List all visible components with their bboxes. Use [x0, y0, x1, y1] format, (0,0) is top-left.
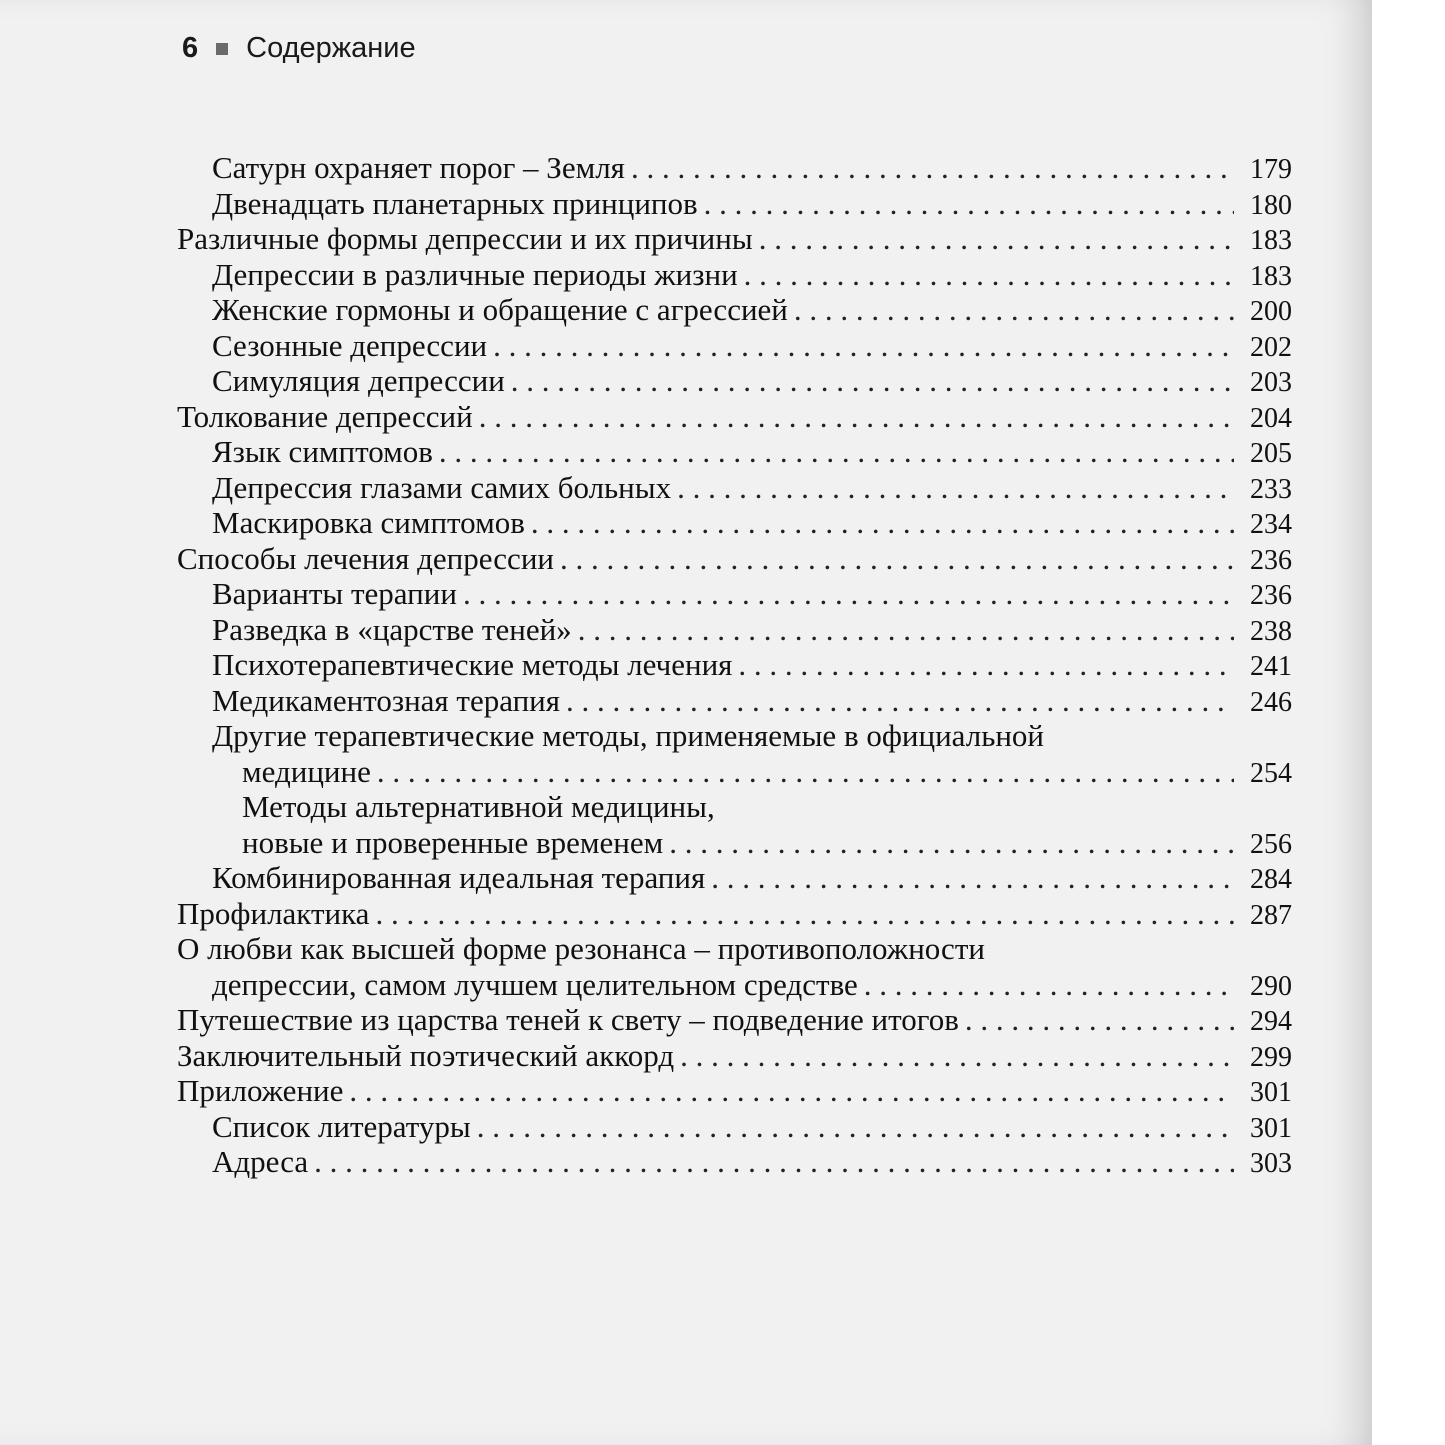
table-of-contents	[177, 150, 1292, 1180]
toc-entry-title: Комбинированная идеальная терапия	[212, 860, 706, 895]
toc-entry	[177, 399, 1292, 435]
toc-entry-title: Разведка в «царстве теней»	[212, 611, 572, 647]
toc-entry-title: Медикаментозная терапия	[212, 682, 561, 718]
toc-entry	[177, 576, 1292, 612]
toc-entry	[177, 931, 1292, 1002]
toc-entry-title: Симуляция депрессии	[212, 363, 505, 398]
dot-leader	[375, 896, 1234, 931]
dot-leader	[493, 328, 1234, 363]
toc-page-number: 203	[1250, 367, 1292, 398]
toc-page-number: 204	[1250, 402, 1292, 434]
toc-entry-title: Различные формы депрессии и их причины	[177, 221, 753, 256]
toc-entry-title: Список литературы	[212, 1108, 471, 1144]
toc-entry-title: Двенадцать планетарных принципов	[212, 185, 698, 221]
toc-entry-title: Заключительный поэтический аккорд	[177, 1037, 675, 1073]
toc-entry-title: Адреса	[212, 1144, 309, 1179]
toc-page-number: 202	[1250, 331, 1292, 363]
toc-entry	[177, 718, 1292, 789]
toc-page-number: 284	[1250, 864, 1292, 895]
section-title: Содержание	[246, 32, 416, 64]
toc-page-number: 233	[1250, 473, 1292, 505]
dot-leader	[463, 576, 1234, 611]
dot-leader	[314, 1144, 1234, 1179]
dot-leader	[377, 754, 1234, 789]
toc-entry-title: Способы лечения депрессии	[177, 540, 554, 576]
toc-entry	[177, 328, 1292, 364]
toc-entry-title: О любви как высшей форме резонанса – противоположности	[177, 931, 985, 966]
dot-leader	[578, 612, 1234, 647]
dot-leader	[680, 1038, 1234, 1073]
toc-entry-title: Женские гормоны и обращение с агрессией	[212, 292, 788, 327]
toc-page-number: 254	[1250, 757, 1292, 789]
toc-page-number: 294	[1250, 1006, 1292, 1037]
dot-leader	[479, 399, 1234, 434]
dot-leader	[531, 505, 1234, 540]
toc-entry	[177, 186, 1292, 222]
page-margin	[1372, 0, 1445, 1445]
toc-entry	[177, 257, 1292, 293]
toc-page-number: 200	[1250, 296, 1292, 327]
dot-leader	[738, 647, 1234, 682]
toc-page-number: 256	[1250, 828, 1292, 860]
toc-page-number: 180	[1250, 189, 1292, 221]
toc-entry-title: Другие терапевтические методы, применяемые в официальной	[212, 718, 1045, 753]
toc-entry	[177, 1002, 1292, 1038]
square-bullet-icon	[216, 43, 228, 55]
toc-entry	[177, 1144, 1292, 1180]
toc-entry-title: Приложение	[177, 1073, 344, 1108]
dot-leader	[560, 541, 1234, 576]
toc-page-number: 236	[1250, 544, 1292, 576]
toc-entry	[177, 292, 1292, 328]
toc-page-number: 287	[1250, 899, 1292, 931]
toc-entry-title: Профилактика	[177, 895, 370, 931]
toc-entry-title: Депрессия глазами самих больных	[212, 469, 672, 505]
toc-entry	[177, 1073, 1292, 1109]
toc-page-number: 179	[1250, 154, 1292, 185]
toc-page-number: 303	[1250, 1148, 1292, 1179]
toc-entry-continuation: медицине	[242, 753, 371, 789]
toc-entry	[177, 612, 1292, 648]
page-number: 6	[182, 32, 199, 64]
dot-leader	[511, 363, 1234, 398]
dot-leader	[965, 1002, 1234, 1037]
toc-entry	[177, 1109, 1292, 1145]
dot-leader	[677, 470, 1234, 505]
toc-page-number: 246	[1250, 686, 1292, 718]
toc-page-number: 301	[1250, 1112, 1292, 1144]
toc-page-number: 299	[1250, 1041, 1292, 1073]
toc-entry-continuation: новые и проверенные временем	[242, 824, 664, 860]
dot-leader	[704, 186, 1234, 221]
toc-page-number: 301	[1250, 1077, 1292, 1108]
dot-leader	[864, 967, 1234, 1002]
toc-entry-title: Путешествие из царства теней к свету – подведение итогов	[177, 1002, 959, 1037]
toc-entry	[177, 363, 1292, 399]
dot-leader	[439, 434, 1234, 469]
toc-page-number: 290	[1250, 970, 1292, 1002]
toc-entry-title: Депрессии в различные периоды жизни	[212, 256, 738, 292]
dot-leader	[759, 221, 1234, 256]
toc-entry-title: Маскировка симптомов	[212, 505, 525, 540]
toc-entry	[177, 221, 1292, 257]
toc-entry-title: Толкование депрессий	[177, 398, 473, 434]
toc-entry	[177, 683, 1292, 719]
toc-entry	[177, 789, 1292, 860]
toc-entry	[177, 860, 1292, 896]
dot-leader	[631, 150, 1234, 185]
toc-entry-title: Методы альтернативной медицины,	[242, 789, 715, 824]
dot-leader	[477, 1109, 1234, 1144]
toc-entry	[177, 434, 1292, 470]
page-header	[182, 32, 416, 65]
dot-leader	[566, 683, 1234, 718]
toc-entry-title: Варианты терапии	[212, 576, 457, 611]
toc-entry	[177, 150, 1292, 186]
toc-entry	[177, 647, 1292, 683]
dot-leader	[794, 292, 1234, 327]
dot-leader	[711, 860, 1234, 895]
toc-page-number: 236	[1250, 580, 1292, 611]
toc-page-number: 183	[1250, 225, 1292, 256]
toc-entry	[177, 896, 1292, 932]
toc-entry-title: Сатурн охраняет порог – Земля	[212, 150, 625, 185]
toc-entry-title: Сезонные депрессии	[212, 327, 488, 363]
toc-page-number: 234	[1250, 509, 1292, 540]
toc-entry	[177, 1038, 1292, 1074]
toc-page-number: 183	[1250, 260, 1292, 292]
toc-entry	[177, 505, 1292, 541]
toc-page-number: 241	[1250, 651, 1292, 682]
dot-leader	[744, 257, 1234, 292]
toc-entry-continuation: депрессии, самом лучшем целительном средстве	[212, 966, 858, 1002]
toc-entry-title: Язык симптомов	[212, 434, 433, 469]
toc-entry-title: Психотерапевтические методы лечения	[212, 647, 733, 682]
toc-entry	[177, 541, 1292, 577]
toc-entry	[177, 470, 1292, 506]
toc-page-number: 205	[1250, 438, 1292, 469]
toc-page-number: 238	[1250, 615, 1292, 647]
dot-leader	[669, 825, 1234, 860]
dot-leader	[349, 1073, 1234, 1108]
